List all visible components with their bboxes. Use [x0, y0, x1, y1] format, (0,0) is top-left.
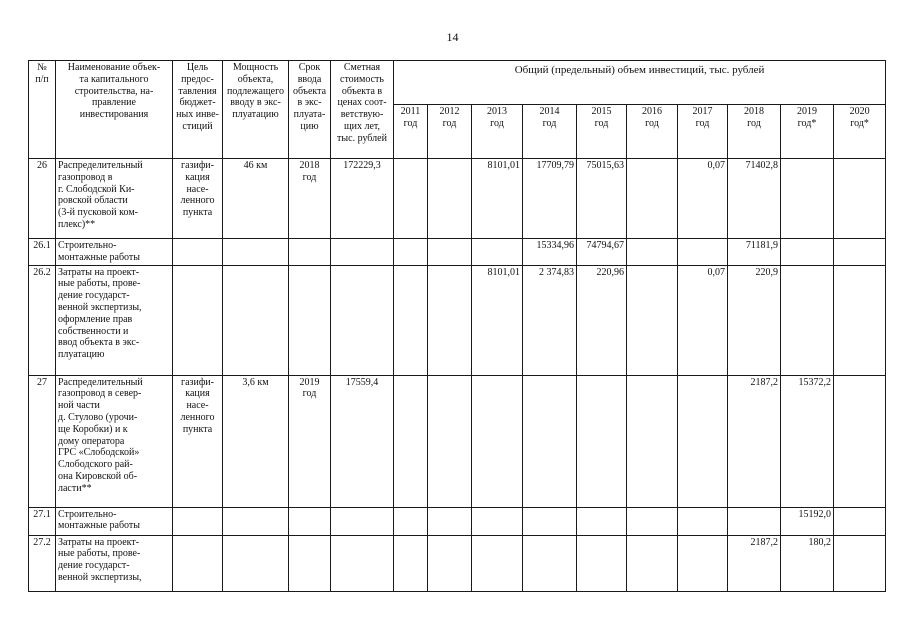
commissioning-term: [289, 239, 331, 266]
header-capacity-line: Мощность: [232, 62, 279, 73]
year-value-2015: [577, 375, 627, 507]
year-value-2012: [428, 507, 472, 535]
object-name-line: Распределительный: [58, 376, 143, 388]
year-value-2019: 180,2: [781, 535, 834, 591]
object-name-line: ровской области: [58, 195, 128, 207]
year-header-line: год: [442, 117, 457, 129]
investment-purpose: [173, 159, 223, 239]
object-name-line: газопровод в: [58, 171, 113, 183]
object-capacity: [223, 507, 289, 535]
commissioning-term-line: 2019: [299, 376, 320, 388]
object-name-line: д. Стулово (урочи-: [58, 411, 138, 423]
object-name: [56, 239, 173, 266]
year-value-2016: [627, 239, 678, 266]
object-name-line: ласти**: [58, 482, 92, 494]
year-value-2012: [428, 535, 472, 591]
year-header-line: год: [490, 117, 504, 129]
object-name-line: газопровод в север-: [58, 388, 142, 400]
table-row: [29, 159, 886, 239]
header-capacity-line: вводу в экс-: [230, 97, 281, 109]
year-value-2019: 15372,2: [781, 375, 834, 507]
header-cost-line: ветствую-: [340, 109, 384, 121]
header-purpose-line: Цель: [186, 62, 209, 73]
header-cost-line: щих лет,: [343, 120, 381, 132]
year-header-line: год: [594, 117, 609, 129]
year-value-2014: 2 374,83: [523, 265, 577, 375]
year-value-2020: [834, 535, 886, 591]
object-name-line: монтажные работы: [58, 251, 141, 263]
year-value-2015: 220,96: [577, 265, 627, 375]
year-header-line: год: [542, 117, 557, 129]
object-name-line: Строительно-: [58, 240, 117, 251]
header-term-line: ввода: [297, 73, 322, 85]
investment-purpose-line: пункта: [182, 207, 213, 219]
header-capacity-line: объекта,: [237, 73, 274, 85]
header-term-line: плуата-: [293, 109, 326, 121]
row-number: 26.1: [29, 239, 56, 266]
investment-purpose-line: насе-: [186, 400, 209, 412]
year-header-2012: [428, 105, 472, 159]
commissioning-term: [289, 159, 331, 239]
table-row: [29, 265, 886, 375]
object-name-line: Распределительный: [58, 160, 143, 171]
object-capacity: 3,6 км: [223, 375, 289, 507]
commissioning-term: [289, 507, 331, 535]
estimated-cost: [331, 239, 394, 266]
year-header-line: год: [403, 117, 418, 129]
year-value-2018: 71181,9: [728, 239, 781, 266]
year-value-2017: [678, 239, 728, 266]
object-name-line: монтажные работы: [58, 520, 141, 532]
header-term-line: объекта: [292, 85, 327, 97]
year-value-2011: [394, 239, 428, 266]
object-name-line: она Кировской об-: [58, 470, 138, 482]
year-value-2013: 8101,01: [472, 159, 523, 239]
header-purpose: [173, 61, 223, 159]
year-header-2016: [627, 105, 678, 159]
object-name-line: собственности и: [58, 325, 129, 337]
year-value-2014: [523, 375, 577, 507]
year-value-2016: [627, 159, 678, 239]
header-num-line: п/п: [35, 73, 49, 85]
year-value-2017: 0,07: [678, 265, 728, 375]
investment-purpose-line: кация: [185, 388, 210, 400]
year-header-line: 2018: [744, 106, 764, 117]
year-value-2015: 75015,63: [577, 159, 627, 239]
object-name-line: ные работы, прове-: [58, 278, 141, 290]
investment-purpose-line: газифи-: [180, 376, 214, 388]
object-name-line: дение государст-: [58, 290, 130, 302]
investment-purpose: [173, 265, 223, 375]
table-body: [29, 159, 886, 592]
year-value-2011: [394, 535, 428, 591]
investment-purpose-line: ленного: [180, 195, 215, 207]
year-value-2017: [678, 535, 728, 591]
year-value-2016: [627, 535, 678, 591]
investment-purpose: [173, 239, 223, 266]
object-name-line: г. Слободской Ки-: [58, 183, 135, 195]
header-capacity: [223, 61, 289, 159]
year-value-2017: 0,07: [678, 159, 728, 239]
year-value-2014: 15334,96: [523, 239, 577, 266]
year-value-2011: [394, 507, 428, 535]
year-value-2018: 2187,2: [728, 535, 781, 591]
object-name-line: Затраты на проект-: [58, 266, 140, 278]
page-number: 14: [446, 30, 459, 44]
row-number: 27: [29, 375, 56, 507]
year-value-2012: [428, 239, 472, 266]
object-name-line: дому оператора: [58, 435, 125, 447]
year-header-line: 2017: [692, 106, 713, 117]
year-value-2017: [678, 375, 728, 507]
header-term: [289, 61, 331, 159]
investment-purpose-line: насе-: [186, 183, 209, 195]
object-name-line: дение государст-: [58, 560, 130, 572]
header-cost-line: Сметная: [343, 62, 381, 73]
object-name-line: плекс)**: [58, 218, 96, 230]
object-name-line: венной экспертизы,: [58, 571, 142, 583]
header-cost-line: ценах соот-: [337, 97, 387, 109]
object-capacity: 46 км: [223, 159, 289, 239]
object-capacity: [223, 535, 289, 591]
commissioning-term-line: год: [302, 171, 317, 183]
header-name: [56, 61, 173, 159]
table-row: [29, 535, 886, 591]
estimated-cost: [331, 507, 394, 535]
year-value-2016: [627, 375, 678, 507]
year-value-2016: [627, 507, 678, 535]
investment-purpose: [173, 507, 223, 535]
year-header-line: 2014: [539, 106, 560, 117]
year-value-2015: [577, 535, 627, 591]
object-name: [56, 375, 173, 507]
object-name-line: Строительно-: [58, 508, 117, 520]
year-value-2018: 2187,2: [728, 375, 781, 507]
header-purpose-line: ных инве-: [176, 109, 219, 121]
year-header-line: 2013: [487, 106, 507, 117]
header-name-line: Наименование объек-: [67, 62, 161, 73]
year-header-2011: [394, 105, 428, 159]
header-name-line: та капитального: [79, 73, 149, 85]
header-purpose-line: предос-: [181, 73, 214, 85]
year-header-line: 2020: [849, 106, 870, 117]
year-header-line: год*: [850, 117, 869, 129]
estimated-cost: [331, 535, 394, 591]
year-header-2017: [678, 105, 728, 159]
year-value-2013: 8101,01: [472, 265, 523, 375]
year-value-2017: [678, 507, 728, 535]
estimated-cost: [331, 265, 394, 375]
row-number: 26: [29, 159, 56, 239]
year-value-2020: [834, 239, 886, 266]
year-header-line: 2016: [642, 106, 662, 117]
header-term-line: в экс-: [297, 97, 322, 109]
commissioning-term: [289, 535, 331, 591]
header-name-line: строительства, на-: [74, 85, 154, 97]
object-name: [56, 159, 173, 239]
table-row: [29, 507, 886, 535]
object-name-line: венной экспертизы,: [58, 301, 142, 313]
year-value-2011: [394, 265, 428, 375]
year-header-line: год: [645, 117, 659, 129]
header-total: Общий (предельный) объем инвестиций, тыс. рублей: [394, 61, 886, 105]
header-cost-line: тыс. рублей: [337, 132, 387, 144]
investment-purpose-line: ленного: [180, 411, 215, 423]
table-row: [29, 375, 886, 507]
commissioning-term-line: год: [302, 388, 317, 400]
year-header-line: год*: [797, 117, 817, 129]
year-value-2013: [472, 375, 523, 507]
header-purpose-line: тавления: [178, 85, 217, 97]
year-header-line: год: [747, 117, 761, 129]
year-value-2015: 74794,67: [577, 239, 627, 266]
commissioning-term: [289, 375, 331, 507]
object-capacity: [223, 265, 289, 375]
year-value-2019: [781, 239, 834, 266]
object-name: [56, 507, 173, 535]
object-name-line: Затраты на проект-: [58, 536, 140, 548]
header-term-line: цию: [300, 120, 319, 132]
year-value-2018: [728, 507, 781, 535]
year-value-2020: [834, 265, 886, 375]
year-value-2014: 17709,79: [523, 159, 577, 239]
object-name-line: ще Коробки) и к: [58, 423, 128, 435]
row-number: 26.2: [29, 265, 56, 375]
year-value-2011: [394, 375, 428, 507]
investment-purpose: [173, 375, 223, 507]
year-value-2012: [428, 265, 472, 375]
investment-table: [28, 60, 886, 592]
header-capacity-line: плуатацию: [232, 109, 279, 121]
year-value-2013: [472, 507, 523, 535]
year-value-2013: [472, 535, 523, 591]
header-capacity-line: подлежащего: [227, 85, 284, 97]
year-value-2019: [781, 159, 834, 239]
year-header-line: 2019: [797, 106, 817, 117]
year-value-2015: [577, 507, 627, 535]
table-row: [29, 239, 886, 266]
year-value-2014: [523, 535, 577, 591]
year-value-2012: [428, 159, 472, 239]
object-name: [56, 535, 173, 591]
row-number: 27.1: [29, 507, 56, 535]
header-num: [29, 61, 56, 159]
year-header-2014: [523, 105, 577, 159]
header-num-line: №: [37, 62, 47, 73]
year-value-2013: [472, 239, 523, 266]
year-value-2019: 15192,0: [781, 507, 834, 535]
year-header-2015: [577, 105, 627, 159]
object-name-line: оформление прав: [58, 313, 133, 325]
object-name: [56, 265, 173, 375]
year-value-2020: [834, 375, 886, 507]
header-purpose-line: бюджет-: [179, 97, 216, 109]
header-cost-line: стоимость: [340, 73, 384, 85]
object-name-line: ные работы, прове-: [58, 548, 141, 560]
object-name-line: Слободского рай-: [58, 459, 133, 471]
year-header-2018: [728, 105, 781, 159]
year-value-2011: [394, 159, 428, 239]
year-value-2020: [834, 507, 886, 535]
header-term-line: Срок: [298, 62, 321, 73]
commissioning-term: [289, 265, 331, 375]
year-header-2019: [781, 105, 834, 159]
year-value-2018: 220,9: [728, 265, 781, 375]
investment-purpose-line: газифи-: [180, 160, 214, 171]
investment-purpose-line: пункта: [182, 423, 213, 435]
object-name-line: плуатацию: [58, 349, 105, 361]
year-value-2018: 71402,8: [728, 159, 781, 239]
year-value-2012: [428, 375, 472, 507]
header-cost: [331, 61, 394, 159]
year-header-2013: [472, 105, 523, 159]
commissioning-term-line: 2018: [299, 160, 320, 171]
object-name-line: ввод объекта в экс-: [58, 337, 140, 349]
year-header-2020: [834, 105, 886, 159]
year-header-line: год: [695, 117, 710, 129]
header-cost-line: объекта в: [341, 85, 383, 97]
year-value-2014: [523, 507, 577, 535]
investment-purpose-line: кация: [185, 171, 210, 183]
object-capacity: [223, 239, 289, 266]
header-name-line: инвестирования: [79, 109, 149, 121]
estimated-cost: 172229,3: [331, 159, 394, 239]
investment-purpose: [173, 535, 223, 591]
year-header-line: 2011: [400, 106, 421, 117]
year-value-2016: [627, 265, 678, 375]
header-name-line: правление: [92, 97, 136, 109]
year-value-2020: [834, 159, 886, 239]
year-header-line: 2012: [439, 106, 460, 117]
header-purpose-line: стиций: [182, 120, 213, 132]
object-name-line: ной части: [58, 400, 100, 412]
year-header-line: 2015: [591, 106, 612, 117]
year-value-2019: [781, 265, 834, 375]
estimated-cost: 17559,4: [331, 375, 394, 507]
row-number: 27.2: [29, 535, 56, 591]
object-name-line: ГРС «Слободской»: [58, 447, 140, 459]
object-name-line: (3-й пусковой ком-: [58, 207, 138, 219]
